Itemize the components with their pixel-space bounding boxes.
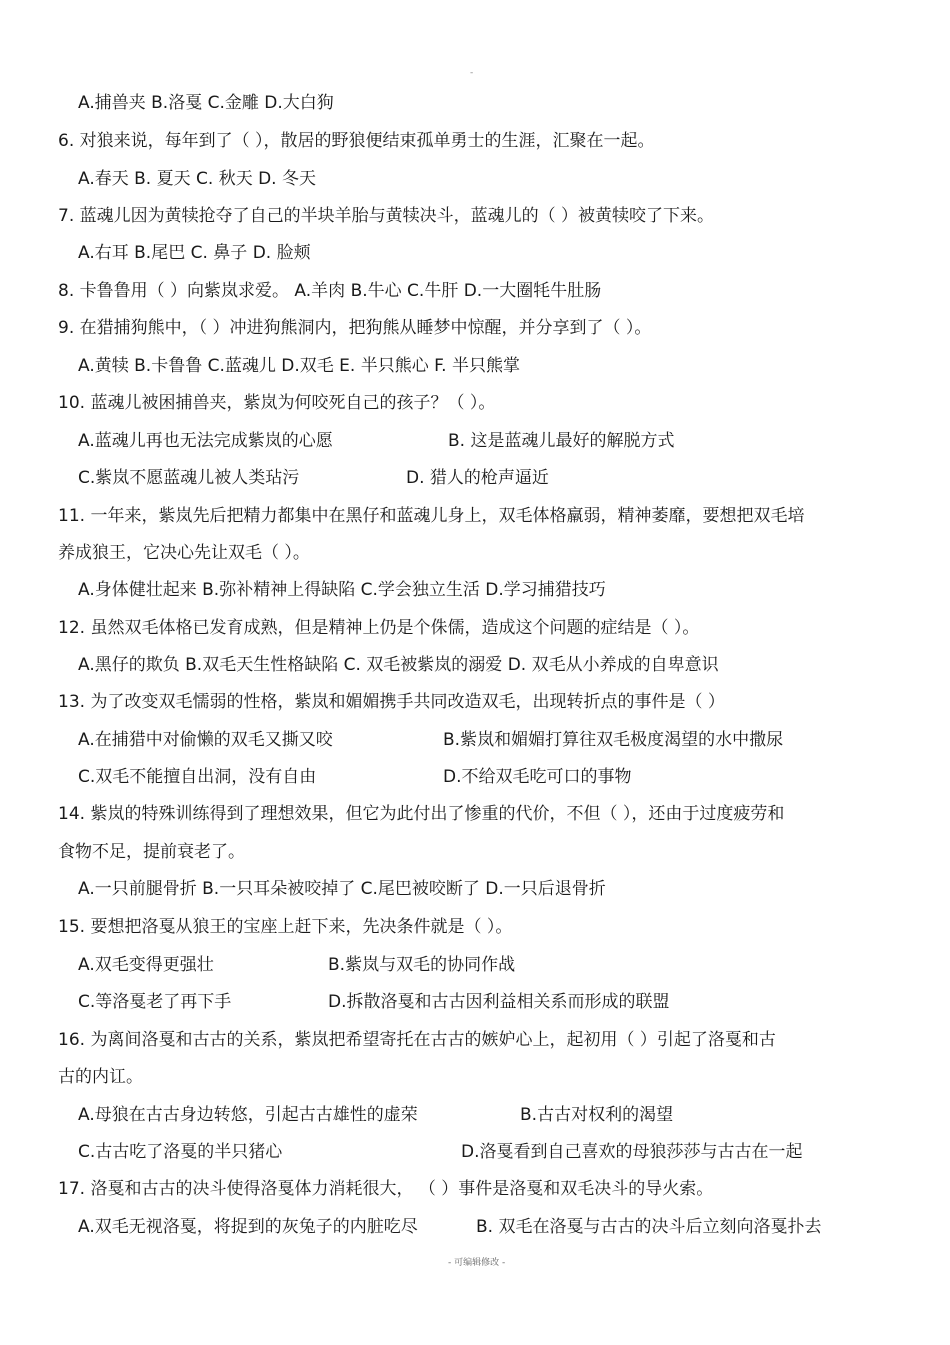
question-line: 古的内讧。 [58, 1067, 143, 1087]
question-line: A.右耳 B.尾巴 C. 鼻子 D. 脸颊 [78, 243, 311, 263]
option-left: A.双毛变得更强壮 [78, 955, 214, 975]
header-mark: - [470, 68, 474, 78]
question-line: 养成狼王，它决心先让双毛（ ）。 [58, 543, 310, 563]
option-left: A.蓝魂儿再也无法完成紫岚的心愿 [78, 431, 333, 451]
option-right: B.古古对权利的渴望 [520, 1105, 674, 1125]
question-line: 16. 为离间洛戛和古古的关系，紫岚把希望寄托在古古的嫉妒心上，起初用（ ）引起了洛戛和古 [58, 1030, 776, 1050]
question-line: A.黑仔的欺负 B.双毛天生性格缺陷 C. 双毛被紫岚的溺爱 D. 双毛从小养成的自卑意识 [78, 655, 719, 675]
option-left: A.在捕猎中对偷懒的双毛又撕又咬 [78, 730, 333, 750]
question-line: 10. 蓝魂儿被困捕兽夹，紫岚为何咬死自己的孩子？（ ）。 [58, 393, 496, 413]
question-line: 7. 蓝魂儿因为黄犊抢夺了自己的半块羊胎与黄犊决斗，蓝魂儿的（ ）被黄犊咬了下来。 [58, 206, 715, 226]
option-right: B.紫岚和媚媚打算往双毛极度渴望的水中撒尿 [443, 730, 784, 750]
option-left: C.等洛戛老了再下手 [78, 992, 232, 1012]
option-left: A.双毛无视洛戛，将捉到的灰兔子的内脏吃尽 [78, 1217, 418, 1237]
question-line: 15. 要想把洛戛从狼王的宝座上赶下来，先决条件就是（ ）。 [58, 917, 513, 937]
question-line: C.紫岚不愿蓝魂儿被人类玷污 [78, 468, 300, 488]
option-left: C.古古吃了洛戛的半只猪心 [78, 1142, 283, 1162]
option-right: D. 猎人的枪声逼近 [406, 468, 549, 488]
question-line: 8. 卡鲁鲁用（ ）向紫岚求爱。 A.羊肉 B.牛心 C.牛肝 D.一大圈牦牛肚肠 [58, 281, 602, 301]
page-footer: - 可编辑修改 - [448, 1258, 506, 1268]
question-line: 9. 在猎捕狗熊中，（ ）冲进狗熊洞内，把狗熊从睡梦中惊醒，并分享到了（ ）。 [58, 318, 652, 338]
question-line: 14. 紫岚的特殊训练得到了理想效果，但它为此付出了惨重的代价，不但（ ），还由于过度疲劳和 [58, 804, 785, 824]
option-right: B.紫岚与双毛的协同作战 [328, 955, 516, 975]
question-line: 12. 虽然双毛体格已发育成熟，但是精神上仍是个侏儒，造成这个问题的症结是（ ）。 [58, 618, 700, 638]
question-line: 13. 为了改变双毛懦弱的性格，紫岚和媚媚携手共同改造双毛，出现转折点的事件是（ ） [58, 692, 725, 712]
option-right: D.洛戛看到自己喜欢的母狼莎莎与古古在一起 [461, 1142, 803, 1162]
option-left: A.母狼在古古身边转悠，引起古古雄性的虚荣 [78, 1105, 418, 1125]
question-line: A.捕兽夹 B.洛戛 C.金雕 D.大白狗 [78, 93, 334, 113]
question-line: A.春天 B. 夏天 C. 秋天 D. 冬天 [78, 169, 316, 189]
question-line: A.一只前腿骨折 B.一只耳朵被咬掉了 C.尾巴被咬断了 D.一只后退骨折 [78, 879, 606, 899]
option-right: D.不给双毛吃可口的事物 [443, 767, 632, 787]
question-line: A.身体健壮起来 B.弥补精神上得缺陷 C.学会独立生活 D.学习捕猎技巧 [78, 580, 606, 600]
question-line: 6. 对狼来说，每年到了（ ），散居的野狼便结束孤单勇士的生涯，汇聚在一起。 [58, 131, 655, 151]
option-right: B. 这是蓝魂儿最好的解脱方式 [448, 431, 675, 451]
option-right: B. 双毛在洛戛与古古的决斗后立刻向洛戛扑去 [476, 1217, 822, 1237]
question-line: A.黄犊 B.卡鲁鲁 C.蓝魂儿 D.双毛 E. 半只熊心 F. 半只熊掌 [78, 356, 520, 376]
option-right: D.拆散洛戛和古古因利益相关系而形成的联盟 [328, 992, 670, 1012]
question-line: 17. 洛戛和古古的决斗使得洛戛体力消耗很大， （ ）事件是洛戛和双毛决斗的导火索。 [58, 1179, 714, 1199]
question-line: 食物不足，提前衰老了。 [58, 842, 245, 862]
question-line: 11. 一年来，紫岚先后把精力都集中在黑仔和蓝魂儿身上，双毛体格羸弱，精神萎靡，要想把双毛培 [58, 506, 805, 526]
option-left: C.双毛不能擅自出洞，没有自由 [78, 767, 317, 787]
